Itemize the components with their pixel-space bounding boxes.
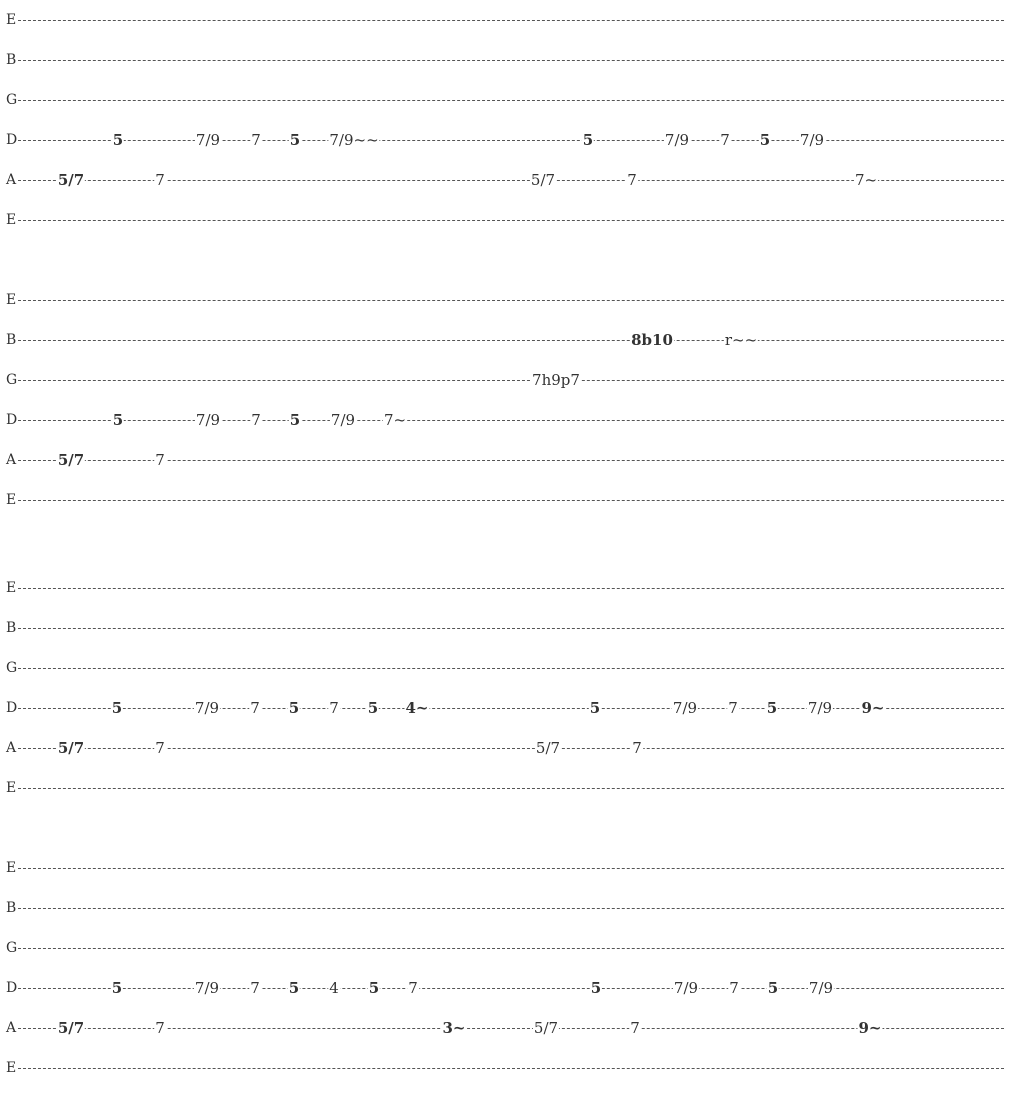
fret-note: 5/7 <box>57 1019 85 1037</box>
string-line <box>0 50 1010 70</box>
fret-note: 8b10 <box>631 331 673 349</box>
string-label: E <box>6 860 17 876</box>
fret-note: 7~ <box>854 171 878 189</box>
fret-note: 7/9~~ <box>329 131 379 149</box>
string-staff-line <box>18 340 1004 341</box>
string-line <box>0 450 1010 470</box>
fret-note: 5 <box>582 131 594 149</box>
string-staff-line <box>18 708 1004 709</box>
fret-note: 7 <box>250 979 260 997</box>
string-line <box>0 1058 1010 1078</box>
fret-note: 5/7 <box>530 171 556 189</box>
string-staff-line <box>18 380 1004 381</box>
string-label: G <box>6 92 18 108</box>
string-label: E <box>6 580 17 596</box>
string-label: E <box>6 12 17 28</box>
fret-note: 5 <box>368 979 380 997</box>
string-label: B <box>6 332 17 348</box>
string-line <box>0 938 1010 958</box>
fret-note: 7/9 <box>672 699 698 717</box>
string-staff-line <box>18 788 1004 789</box>
fret-note: r~~ <box>724 331 758 349</box>
string-staff-line <box>18 20 1004 21</box>
string-line <box>0 330 1010 350</box>
string-staff-line <box>18 220 1004 221</box>
string-label: E <box>6 1060 17 1076</box>
fret-note: 7h9p7 <box>532 371 580 389</box>
fret-note: 7 <box>728 699 738 717</box>
fret-note: 7 <box>329 699 339 717</box>
fret-note: 5 <box>111 979 123 997</box>
string-line <box>0 658 1010 678</box>
tab-system-2 <box>0 290 1018 510</box>
string-staff-line <box>18 1068 1004 1069</box>
fret-note: 7 <box>155 451 165 469</box>
fret-note: 7/9 <box>664 131 690 149</box>
fret-note: 7~ <box>383 411 407 429</box>
string-line <box>0 738 1010 758</box>
string-line <box>0 778 1010 798</box>
string-line <box>0 490 1010 510</box>
fret-note: 5/7 <box>57 739 85 757</box>
string-line <box>0 130 1010 150</box>
fret-note: 7/9 <box>330 411 356 429</box>
fret-note: 4~ <box>405 699 429 717</box>
fret-note: 7 <box>155 1019 165 1037</box>
string-staff-line <box>18 868 1004 869</box>
string-label: D <box>6 980 18 996</box>
string-label: A <box>6 452 17 468</box>
string-staff-line <box>18 588 1004 589</box>
string-staff-line <box>18 500 1004 501</box>
string-label: G <box>6 660 18 676</box>
fret-note: 7 <box>155 171 165 189</box>
fret-note: 5 <box>288 699 300 717</box>
string-line <box>0 370 1010 390</box>
string-line <box>0 290 1010 310</box>
fret-note: 7/9 <box>807 699 833 717</box>
string-line <box>0 578 1010 598</box>
fret-note: 7/9 <box>195 131 221 149</box>
fret-note: 7/9 <box>194 699 220 717</box>
string-label: D <box>6 412 18 428</box>
string-staff-line <box>18 668 1004 669</box>
fret-note: 7 <box>627 171 637 189</box>
string-staff-line <box>18 748 1004 749</box>
string-label: E <box>6 780 17 796</box>
string-line <box>0 90 1010 110</box>
fret-note: 4 <box>329 979 339 997</box>
fret-note: 5/7 <box>533 1019 559 1037</box>
string-label: A <box>6 172 17 188</box>
fret-note: 7 <box>155 739 165 757</box>
string-staff-line <box>18 988 1004 989</box>
fret-note: 7 <box>251 131 261 149</box>
string-line <box>0 698 1010 718</box>
string-label: E <box>6 492 17 508</box>
string-staff-line <box>18 420 1004 421</box>
fret-note: 5 <box>367 699 379 717</box>
fret-note: 5 <box>766 699 778 717</box>
string-line <box>0 10 1010 30</box>
fret-note: 7 <box>630 1019 640 1037</box>
string-staff-line <box>18 1028 1004 1029</box>
fret-note: 5 <box>288 979 300 997</box>
fret-note: 7 <box>632 739 642 757</box>
string-line <box>0 978 1010 998</box>
string-staff-line <box>18 140 1004 141</box>
fret-note: 5 <box>767 979 779 997</box>
fret-note: 7/9 <box>194 979 220 997</box>
string-label: G <box>6 940 18 956</box>
fret-note: 3~ <box>442 1019 466 1037</box>
string-staff-line <box>18 948 1004 949</box>
string-staff-line <box>18 60 1004 61</box>
string-label: G <box>6 372 18 388</box>
string-staff-line <box>18 460 1004 461</box>
fret-note: 7 <box>251 411 261 429</box>
fret-note: 5 <box>112 131 124 149</box>
tab-system-4 <box>0 858 1018 1078</box>
fret-note: 7/9 <box>195 411 221 429</box>
fret-note: 5 <box>112 411 124 429</box>
fret-note: 5 <box>111 699 123 717</box>
string-line <box>0 898 1010 918</box>
fret-note: 7 <box>250 699 260 717</box>
string-label: D <box>6 132 18 148</box>
string-label: A <box>6 1020 17 1036</box>
fret-note: 5 <box>589 699 601 717</box>
fret-note: 7/9 <box>673 979 699 997</box>
string-staff-line <box>18 628 1004 629</box>
string-label: B <box>6 52 17 68</box>
tab-system-3 <box>0 578 1018 798</box>
fret-note: 5/7 <box>57 171 85 189</box>
fret-note: 5 <box>590 979 602 997</box>
fret-note: 5 <box>759 131 771 149</box>
string-line <box>0 410 1010 430</box>
fret-note: 7 <box>720 131 730 149</box>
string-label: E <box>6 292 17 308</box>
fret-note: 5/7 <box>57 451 85 469</box>
fret-note: 5/7 <box>535 739 561 757</box>
string-staff-line <box>18 100 1004 101</box>
fret-note: 5 <box>289 131 301 149</box>
string-line <box>0 618 1010 638</box>
string-label: E <box>6 212 17 228</box>
fret-note: 9~ <box>858 1019 882 1037</box>
string-label: D <box>6 700 18 716</box>
string-staff-line <box>18 300 1004 301</box>
fret-note: 7 <box>408 979 418 997</box>
string-line <box>0 210 1010 230</box>
fret-note: 7/9 <box>799 131 825 149</box>
fret-note: 5 <box>289 411 301 429</box>
tab-system-1 <box>0 10 1018 230</box>
fret-note: 7/9 <box>808 979 834 997</box>
fret-note: 9~ <box>861 699 885 717</box>
string-staff-line <box>18 908 1004 909</box>
string-label: B <box>6 620 17 636</box>
string-label: A <box>6 740 17 756</box>
string-line <box>0 858 1010 878</box>
fret-note: 7 <box>729 979 739 997</box>
string-label: B <box>6 900 17 916</box>
